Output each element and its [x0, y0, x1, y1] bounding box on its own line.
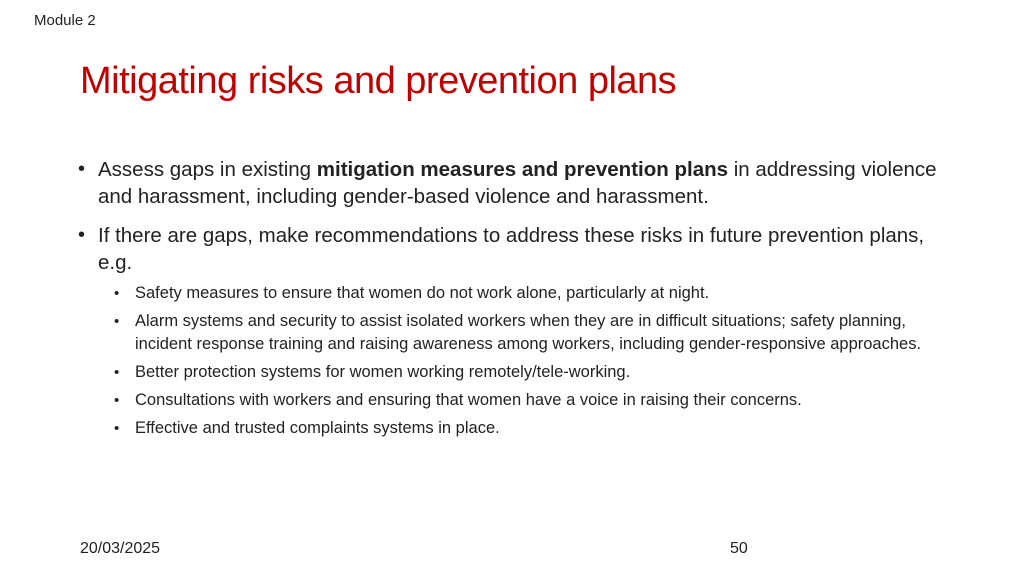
bullet-text: If there are gaps, make recommendations to address these risks in future prevention plans, e.g. [98, 224, 925, 274]
bullet-text: in addressing violence and harassment, including gender-based violence and harassment. [98, 158, 937, 208]
bullet-marker: • [114, 285, 120, 302]
bullet-bold-text: mitigation measures and prevention plans [316, 158, 729, 181]
bullet-marker: • [114, 420, 120, 437]
bullet-marker: • [114, 313, 120, 330]
footer-date: 20/03/2025 [80, 540, 161, 557]
sub-bullet-item [78, 389, 958, 412]
sub-bullet-item [78, 310, 958, 356]
page-number: 50 [730, 540, 748, 557]
bullet-item [78, 222, 958, 276]
sub-bullet-item [78, 361, 958, 384]
module-label: Module 2 [34, 12, 96, 29]
bullet-marker: • [114, 392, 120, 409]
sub-bullet-item [78, 417, 958, 440]
sub-bullet-item [78, 282, 958, 305]
bullet-marker: • [78, 158, 86, 180]
sub-bullet-text: Consultations with workers and ensuring that women have a voice in raising their concerns. [135, 391, 802, 409]
sub-bullet-text: Alarm systems and security to assist isolated workers when they are in difficult situations; safety planning, incident response training and raising awareness among workers, including gender-responsive approaches. [135, 312, 922, 353]
bullet-text: Assess gaps in existing [98, 158, 317, 181]
sub-bullet-text: Effective and trusted complaints systems in place. [135, 419, 500, 437]
bullet-marker: • [114, 364, 120, 381]
bullet-item [78, 156, 958, 210]
sub-bullet-list [78, 282, 958, 440]
sub-bullet-text: Better protection systems for women working remotely/tele-working. [135, 363, 631, 381]
bullet-marker: • [78, 224, 86, 246]
sub-bullet-text: Safety measures to ensure that women do not work alone, particularly at night. [135, 284, 710, 302]
slide-title: Mitigating risks and prevention plans [80, 60, 677, 102]
slide-content [78, 156, 958, 445]
